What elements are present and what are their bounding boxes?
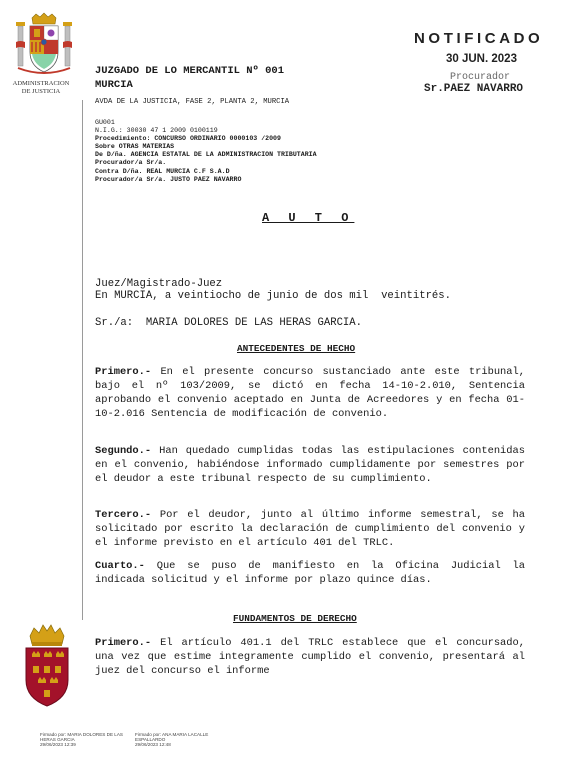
case-metadata	[95, 119, 317, 184]
crest-caption-line2: DE JUSTICIA	[21, 88, 61, 95]
signature-timestamp: 29/06/2023 12:39	[40, 742, 76, 748]
case-procedimiento: Procedimiento: CONCURSO ORDINARIO 0000103 /2009	[95, 135, 281, 143]
paragraph-lead: Tercero.-	[95, 509, 152, 521]
case-nig: N.I.G.: 30030 47 1 2009 0100119	[95, 127, 218, 135]
case-procurador-2: Procurador/a Sr/a. JUSTO PAEZ NAVARRO	[95, 175, 242, 183]
paragraph-lead: Segundo.-	[95, 445, 152, 457]
case-sobre: Sobre OTRAS MATERIAS	[95, 143, 175, 151]
document-title: A U T O	[262, 211, 355, 225]
case-procurador-1: Procurador/a Sr/a.	[95, 159, 167, 167]
court-city: MURCIA	[95, 79, 133, 91]
paragraph-lead: Primero.-	[95, 637, 152, 649]
antecedente-paragraph	[95, 508, 525, 550]
murcia-coat-of-arms-icon	[22, 622, 72, 708]
paragraph-text: El artículo 401.1 del TRLC establece que el concursado, una vez que estime integramente cumplido el convenio, presentará al juez del concurso el informe	[95, 637, 525, 677]
signature-signer: Firmado por: MARIA DOLORES DE LAS	[40, 732, 123, 737]
spain-coat-of-arms-icon	[14, 12, 74, 84]
notification-stamp-role: Procurador	[450, 72, 511, 83]
case-defendant: Contra D/ña. REAL MURCIA C.F S.A.D	[95, 167, 230, 175]
paragraph-text: Han quedado cumplidas todas las estipulaciones contenidas en el convenio, habiéndose informado cumplidamente por semestres por el deudor a este tribunal respecto de su cumplimiento.	[95, 445, 525, 485]
judge-name: Sr./a: MARIA DOLORES DE LAS HERAS GARCIA.	[95, 317, 363, 329]
section-heading-antecedentes: ANTECEDENTES DE HECHO	[237, 343, 356, 354]
paragraph-text: Por el deudor, junto al último informe semestral, se ha solicitado por escrito la declaración de cumplimiento del convenio y el informe previsto en el artículo 401 del TRLC.	[95, 509, 525, 549]
signature-block-1	[40, 732, 123, 748]
signature-timestamp: 29/06/2023 12:48	[135, 742, 171, 748]
fundamento-paragraph	[95, 636, 525, 678]
margin-rule	[82, 100, 83, 620]
paragraph-lead: Primero.-	[95, 366, 152, 378]
crest-caption-line1: ADMINISTRACION	[12, 80, 70, 87]
crest-caption	[2, 80, 80, 96]
signature-signer-cont: HERAS GARCIA	[40, 737, 75, 743]
signature-signer: Firmado por: ANA MARIA LACALLE	[135, 732, 209, 737]
court-header	[95, 64, 284, 92]
signature-signer-cont: ESPALLARDO	[135, 737, 166, 743]
section-heading-fundamentos: FUNDAMENTOS DE DERECHO	[233, 613, 357, 624]
court-name: JUZGADO DE LO MERCANTIL Nº 001	[95, 65, 285, 77]
signature-block-2	[135, 732, 208, 748]
court-address: AVDA DE LA JUSTICIA, FASE 2, PLANTA 2, MURCIA	[95, 98, 290, 106]
paragraph-text: En el presente concurso sustanciado ante este tribunal, bajo el nº 103/2009, se dictó en fecha 14-10-2.010, Sentencia aprobando el convenio aceptado en Junta de Acreedores y en fecha 01-10-2.016 Sentencia de modificación de convenio.	[95, 366, 525, 420]
place-date: En MURCIA, a veintiocho de junio de dos mil veintitrés.	[95, 290, 452, 302]
antecedente-paragraph	[95, 365, 525, 421]
antecedente-paragraph	[95, 559, 525, 587]
antecedente-paragraph	[95, 444, 525, 486]
case-plaintiff: De D/ña. AGENCIA ESTATAL DE LA ADMINISTRACION TRIBUTARIA	[95, 151, 317, 159]
paragraph-lead: Cuarto.-	[95, 560, 145, 572]
paragraph-text: Que se puso de manifiesto en la Oficina Judicial la indicada solicitud y el informe por plazo quince días.	[95, 560, 525, 586]
notification-stamp-name: Sr.PAEZ NAVARRO	[424, 83, 524, 95]
judge-role: Juez/Magistrado-Juez	[95, 278, 223, 290]
notification-stamp-title: NOTIFICADO	[414, 30, 544, 47]
case-code: GU001	[95, 119, 115, 126]
notification-stamp-date: 30 JUN. 2023	[446, 53, 517, 65]
